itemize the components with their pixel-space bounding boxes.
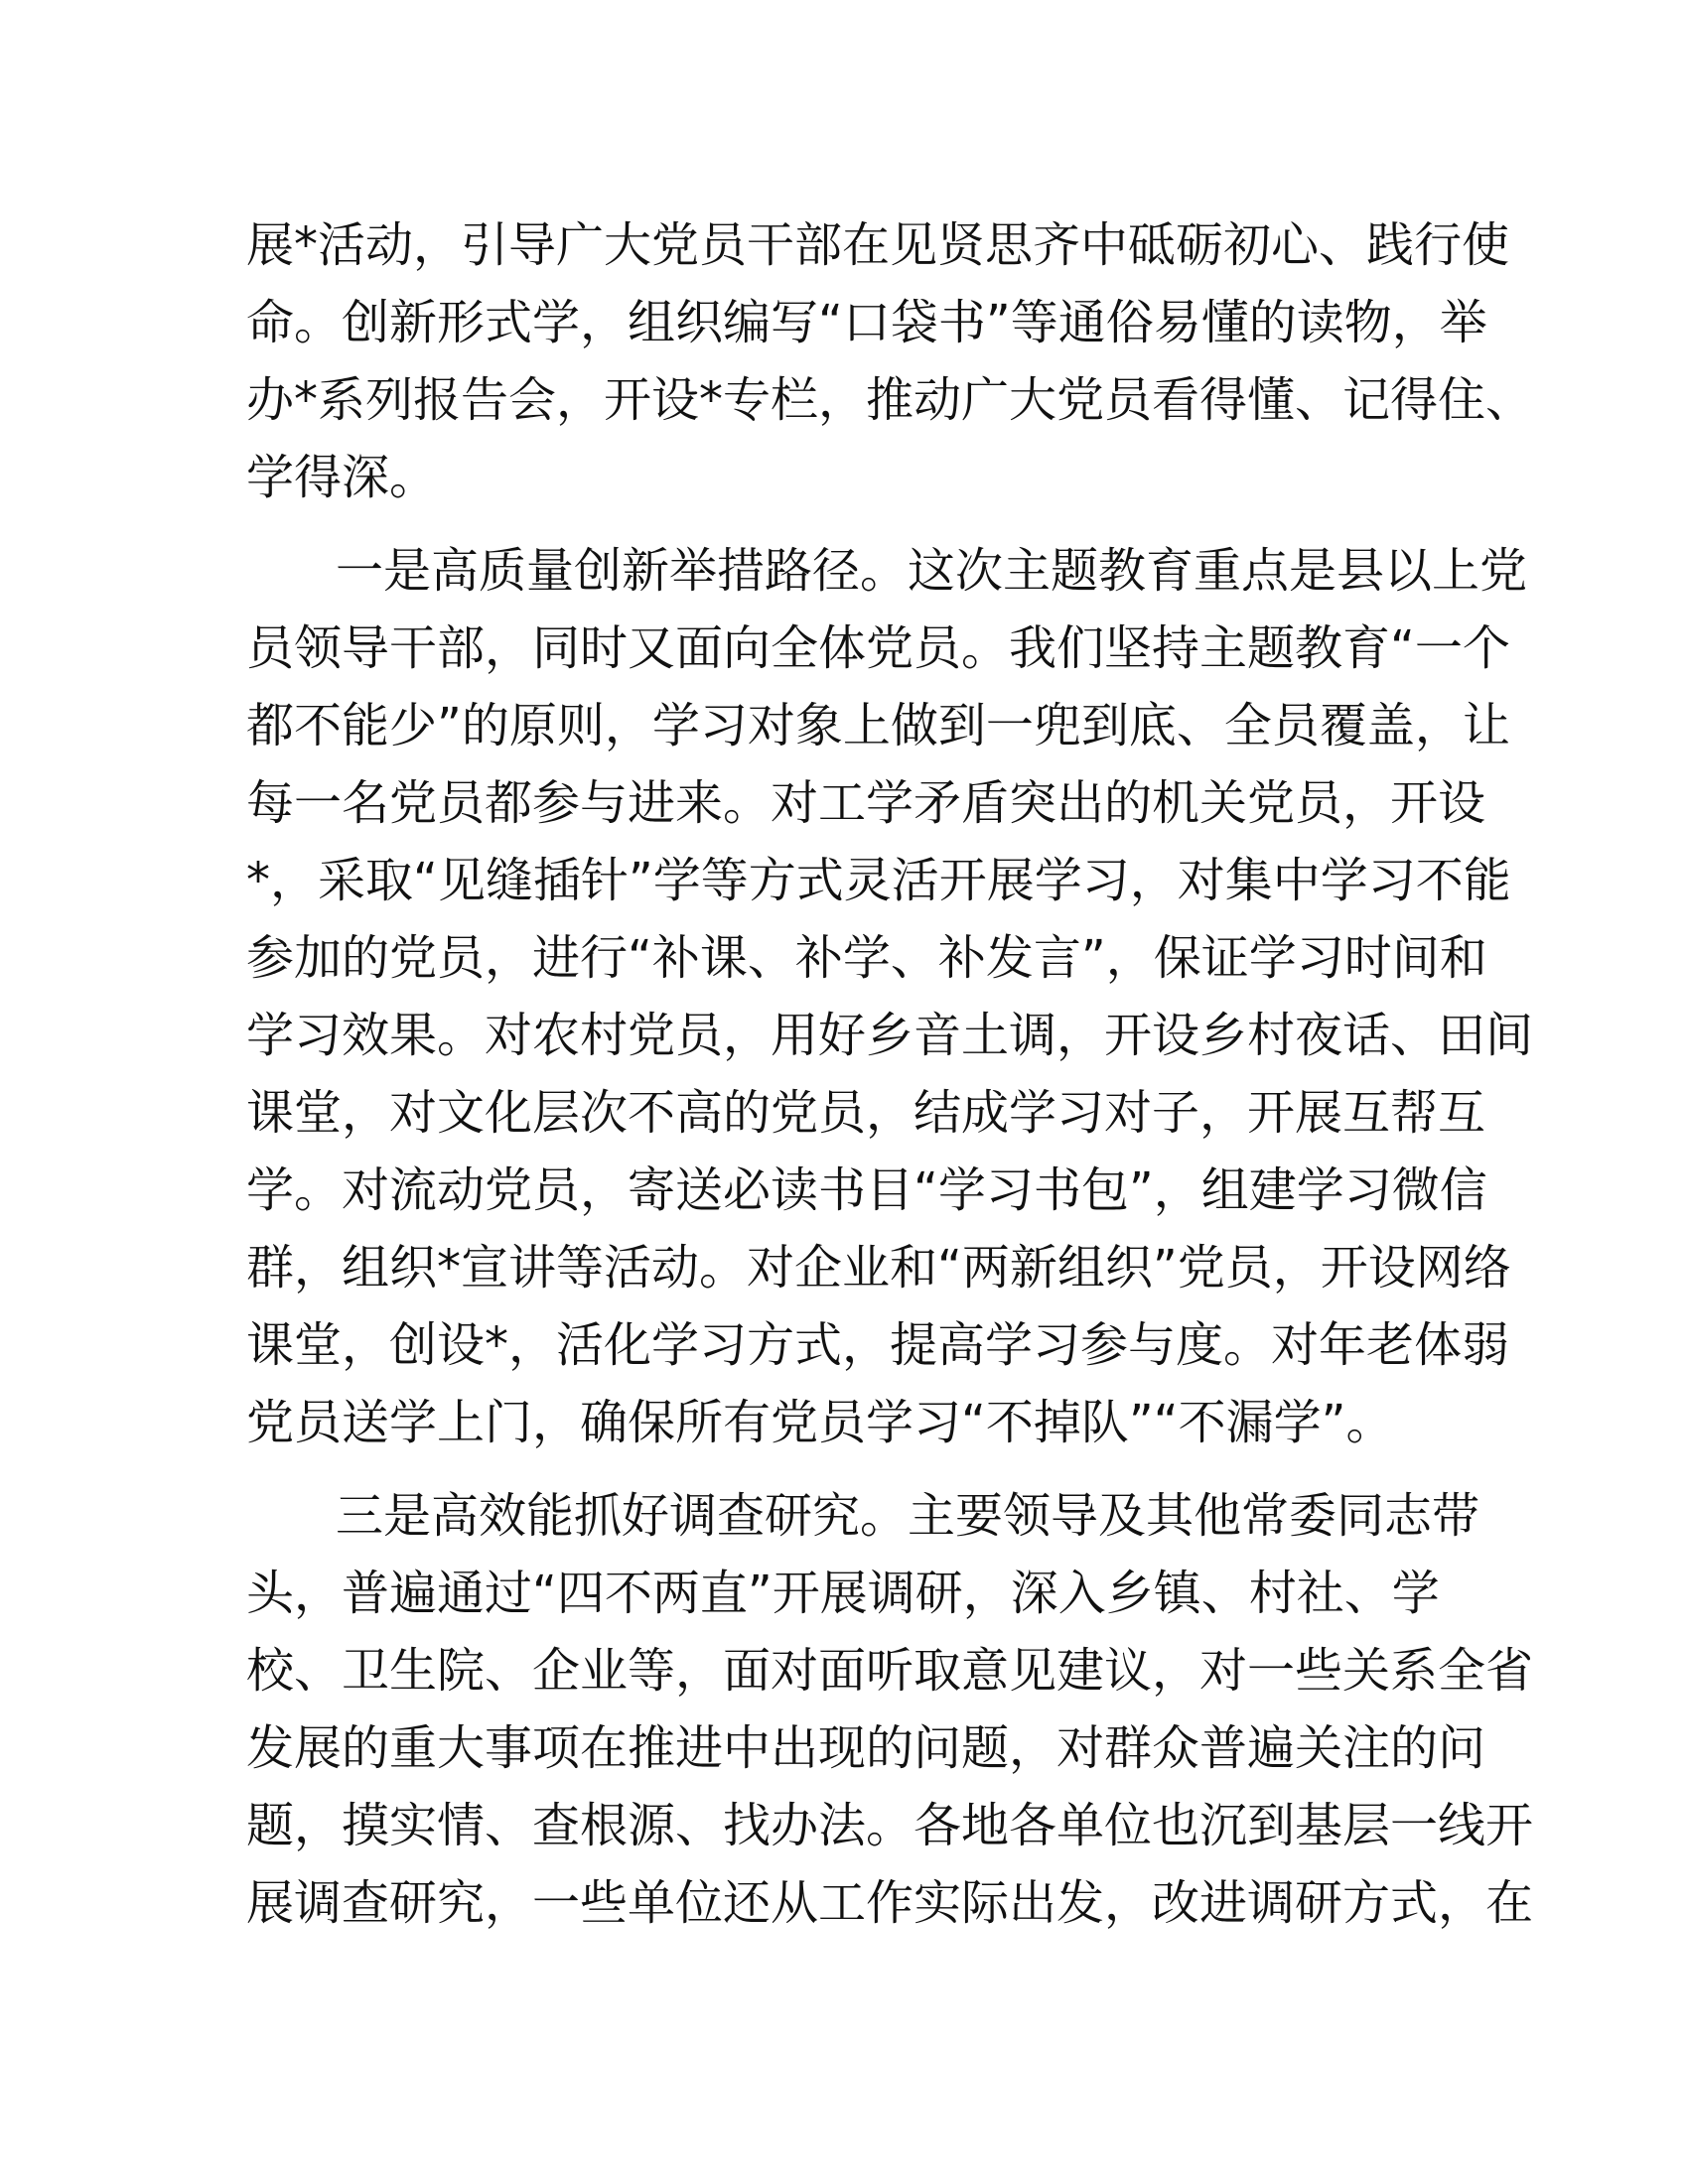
text-line: 展调查研究，一些单位还从工作实际出发，改进调研方式，在 — [246, 1875, 1534, 1931]
text-line: 头，普遍通过“四不两直”开展调研，深入乡镇、村社、学 — [246, 1566, 1440, 1621]
text-line: 课堂，对文化层次不高的党员，结成学习对子，开展互帮互 — [246, 1085, 1486, 1141]
text-line: *，采取“见缝插针”学等方式灵活开展学习，对集中学习不能 — [246, 853, 1511, 908]
text-line: 校、卫生院、企业等，面对面听取意见建议，对一些关系全省 — [246, 1643, 1534, 1699]
text-line: 党员送学上门，确保所有党员学习“不掉队”“不漏学”。 — [246, 1395, 1394, 1450]
text-line: 题，摸实情、查根源、找办法。各地各单位也沉到基层一线开 — [246, 1798, 1534, 1853]
text-line: 群，组织*宣讲等活动。对企业和“两新组织”党员，开设网络 — [246, 1240, 1511, 1296]
text-line: 三是高效能抓好调查研究。主要领导及其他常委同志带 — [336, 1488, 1480, 1544]
text-line: 展*活动，引导广大党员干部在见贤思齐中砥砺初心、践行使 — [246, 217, 1510, 273]
text-line: 都不能少”的原则，学习对象上做到一兜到底、全员覆盖，让 — [246, 698, 1510, 753]
text-line: 命。创新形式学，组织编写“口袋书”等通俗易懂的读物，举 — [246, 295, 1487, 350]
text-line: 参加的党员，进行“补课、补学、补发言”，保证学习时间和 — [246, 930, 1487, 986]
text-line: 每一名党员都参与进来。对工学矛盾突出的机关党员，开设 — [246, 775, 1486, 831]
text-line: 发展的重大事项在推进中出现的问题，对群众普遍关注的问 — [246, 1720, 1486, 1776]
text-line: 办*系列报告会，开设*专栏，推动广大党员看得懂、记得住、 — [246, 372, 1534, 428]
text-line: 学得深。 — [246, 450, 438, 505]
text-line: 一是高质量创新举措路径。这次主题教育重点是县以上党 — [336, 543, 1528, 599]
text-line: 课堂，创设*，活化学习方式，提高学习参与度。对年老体弱 — [246, 1317, 1510, 1373]
text-line: 员领导干部，同时又面向全体党员。我们坚持主题教育“一个 — [246, 620, 1510, 676]
text-line: 学。对流动党员，寄送必读书目“学习书包”，组建学习微信 — [246, 1162, 1487, 1218]
text-line: 学习效果。对农村党员，用好乡音土调，开设乡村夜话、田间 — [246, 1008, 1534, 1063]
